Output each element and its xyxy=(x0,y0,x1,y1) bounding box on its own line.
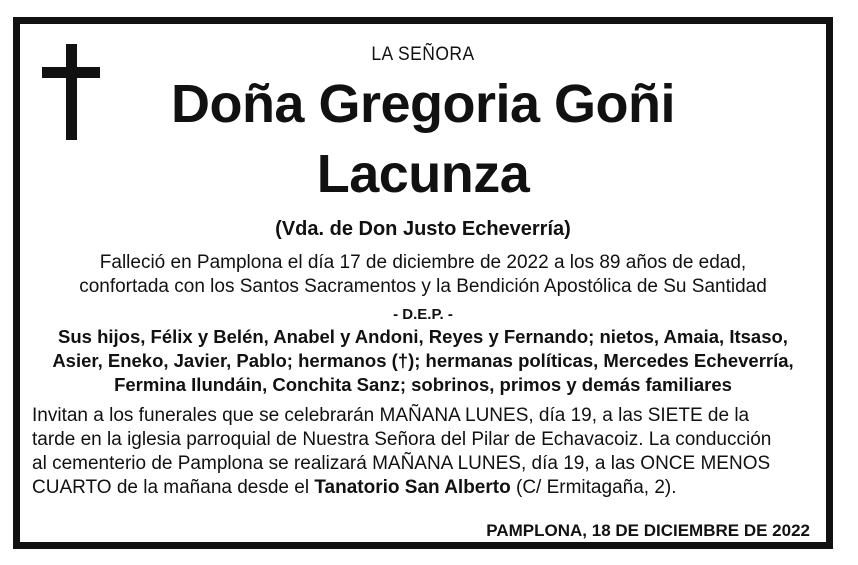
family-line1: Sus hijos, Félix y Belén, Anabel y Andoni, Reyes y Fernando; nietos, Amaia, Itsaso, xyxy=(58,326,788,347)
invitation-line3: al cementerio de Pamplona se realizará MAÑANA LUNES, día 19, a las ONCE MENOS xyxy=(32,453,771,474)
invitation-line4-start: CUARTO de la mañana desde el xyxy=(32,477,315,498)
obituary-frame xyxy=(13,17,833,549)
death-details-line1: Falleció en Pamplona el día 17 de diciembre de 2022 a los 89 años de edad, xyxy=(99,252,747,273)
widow-of: (Vda. de Don Justo Echeverría) xyxy=(275,218,571,240)
invitation-line4 xyxy=(32,476,816,500)
invitation-line2: tarde en la iglesia parroquial de Nuestra Señora del Pilar de Echavacoiz. La conducción xyxy=(32,429,772,450)
place-and-date: PAMPLONA, 18 DE DICIEMBRE DE 2022 xyxy=(486,521,810,540)
deceased-name-line2: Lacunza xyxy=(316,144,530,204)
honorific: LA SEÑORA xyxy=(371,44,475,65)
funeral-invitation xyxy=(32,404,816,500)
death-details-line2: confortada con los Santos Sacramentos y la Bendición Apostólica de Su Santidad xyxy=(79,276,767,297)
invitation-line4-end: (C/ Ermitagaña, 2). xyxy=(510,477,677,498)
family-line2: Asier, Eneko, Javier, Pablo; hermanos (†); hermanas políticas, Mercedes Echeverría, xyxy=(52,350,794,371)
funeral-home-name: Tanatorio San Alberto xyxy=(314,477,511,498)
deceased-name-line1: Doña Gregoria Goñi xyxy=(170,74,676,134)
family-line3: Fermina Ilundáin, Conchita Sanz; sobrinos, primos y demás familiares xyxy=(114,374,732,395)
invitation-line1: Invitan a los funerales que se celebrarán MAÑANA LUNES, día 19, a las SIETE de la xyxy=(32,405,750,426)
rest-in-peace: - D.E.P. - xyxy=(393,306,453,323)
